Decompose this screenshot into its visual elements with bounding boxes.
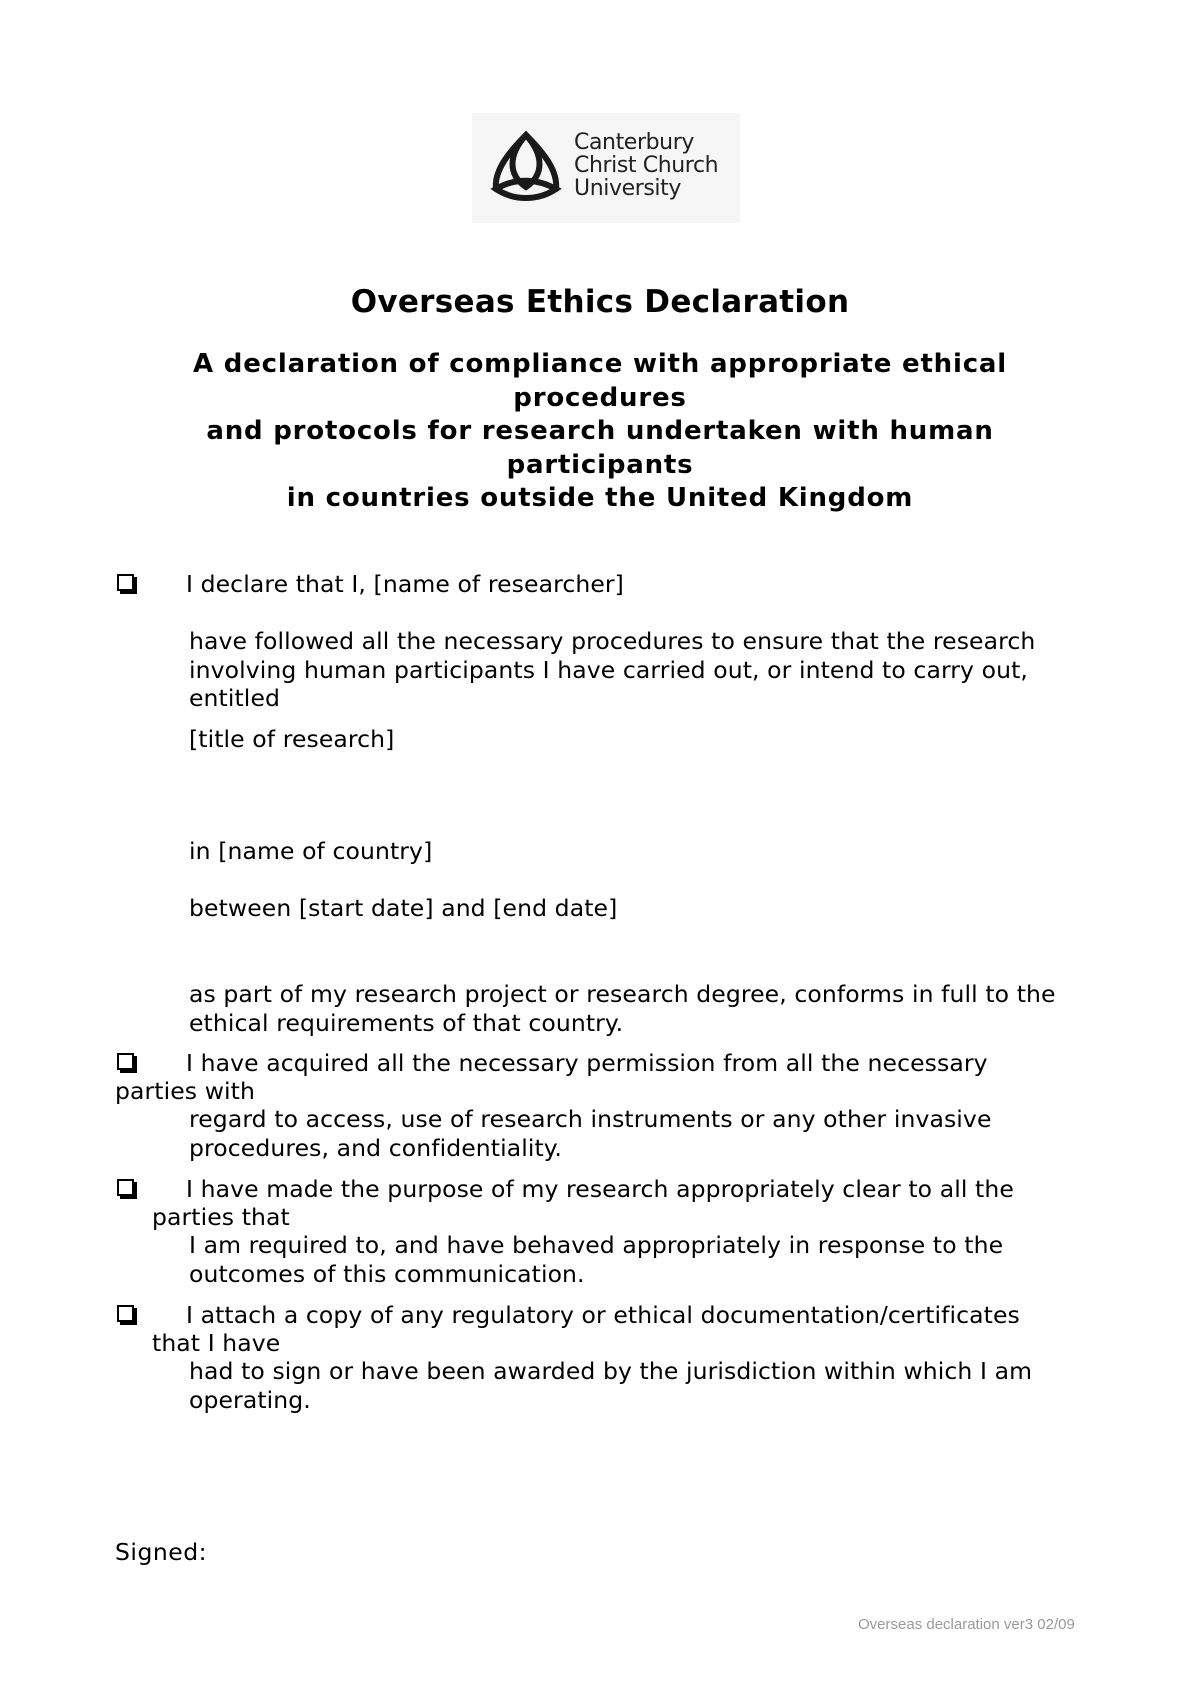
subtitle-line: A declaration of compliance with appropriate ethical: [193, 349, 1007, 379]
dates-placeholder: between [start date] and [end date]: [189, 894, 618, 922]
country-placeholder: in [name of country]: [189, 837, 433, 865]
subtitle-line: procedures: [513, 382, 687, 413]
document-subtitle: [150, 348, 1050, 516]
text-line: operating.: [189, 1385, 311, 1414]
text-line: entitled: [189, 684, 281, 712]
permission-line: I have acquired all the necessary permission from all the necessary: [186, 1049, 988, 1077]
footer-version: Overseas declaration ver3 02/09: [858, 1616, 1075, 1633]
subtitle-line: in countries outside the United Kingdom: [286, 483, 914, 513]
checkbox-purpose[interactable]: [117, 1179, 134, 1196]
text-line: outcomes of this communication.: [189, 1259, 585, 1288]
declare-conclusion: [189, 980, 1056, 1037]
permission-continuation: [189, 1105, 992, 1162]
subtitle-line: participants: [506, 449, 694, 480]
trinity-knot-icon: [486, 127, 566, 207]
text-line: have followed all the necessary procedures to ensure that the research: [189, 627, 1036, 655]
university-logo: [472, 113, 740, 223]
text-line: ethical requirements of that country.: [189, 1008, 624, 1037]
text-line: had to sign or have been awarded by the jurisdiction within which I am: [189, 1357, 1033, 1385]
logo-line-3: University: [574, 176, 681, 201]
attach-line: that I have: [152, 1329, 281, 1357]
attach-line: I attach a copy of any regulatory or ethical documentation/certificates: [186, 1301, 1020, 1329]
text-line: procedures, and confidentiality.: [189, 1133, 563, 1162]
logo-wordmark: [574, 131, 718, 200]
purpose-continuation: [189, 1231, 1003, 1288]
declare-body: [189, 627, 1035, 713]
checkbox-attach[interactable]: [117, 1305, 134, 1322]
subtitle-line: and protocols for research undertaken with human: [206, 416, 994, 446]
document-title: Overseas Ethics Declaration: [350, 284, 850, 320]
logo-line-1: Canterbury: [574, 130, 694, 155]
checkbox-declare[interactable]: [117, 574, 134, 591]
text-line: regard to access, use of research instruments or any other invasive: [189, 1105, 992, 1133]
text-line: involving human participants I have carried out, or intend to carry out,: [189, 655, 1028, 684]
signed-label: Signed:: [115, 1538, 208, 1566]
purpose-line: I have made the purpose of my research appropriately clear to all the: [186, 1175, 1014, 1203]
purpose-line: parties that: [152, 1203, 290, 1231]
declare-lead: I declare that I, [name of researcher]: [186, 570, 624, 598]
attach-continuation: [189, 1357, 1032, 1414]
research-title-placeholder: [title of research]: [189, 725, 395, 753]
text-line: I am required to, and have behaved appropriately in response to the: [189, 1231, 1004, 1259]
logo-line-2: Christ Church: [574, 153, 719, 178]
permission-line: parties with: [115, 1077, 255, 1105]
text-line: as part of my research project or research degree, conforms in full to the: [189, 980, 1056, 1008]
checkbox-permission[interactable]: [117, 1053, 134, 1070]
